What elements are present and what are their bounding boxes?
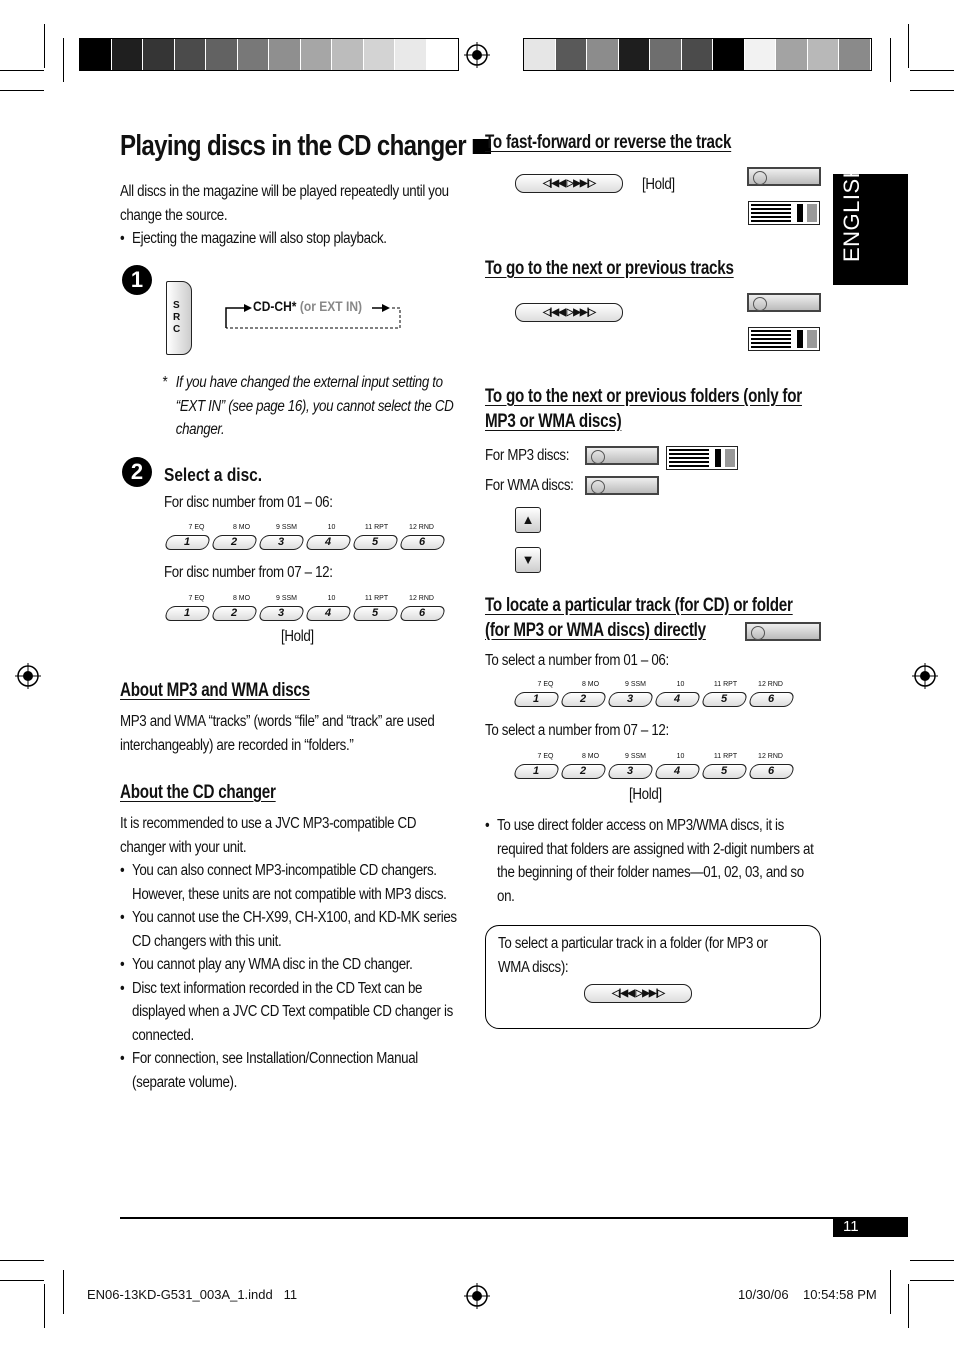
number-key-secondary-label: 9 SSM: [624, 681, 646, 688]
color-swatch: [808, 39, 840, 70]
color-swatch: [143, 39, 175, 70]
number-key-label: 4: [674, 765, 681, 777]
page-number-tab: [833, 1217, 908, 1237]
number-key-5[interactable]: [701, 764, 749, 779]
hold-label: [Hold]: [642, 176, 675, 193]
crosshair-registration-icon: [15, 663, 41, 689]
number-key-label: 6: [419, 536, 426, 548]
number-key-secondary-label: 11 RPT: [713, 681, 738, 688]
color-swatch: [682, 39, 714, 70]
color-swatch: [175, 39, 207, 70]
number-key-secondary-label: 8 MO: [581, 681, 600, 688]
intro-text: All discs in the magazine will be played repeatedly until you change the source.: [120, 183, 449, 224]
number-key-label: 4: [325, 536, 332, 548]
number-key-secondary-label: 10: [676, 681, 685, 688]
mp3-heading: About MP3 and WMA discs: [120, 680, 310, 701]
number-key-6[interactable]: [399, 535, 447, 550]
step-1-number: 1: [122, 265, 152, 295]
color-swatch: [80, 39, 112, 70]
number-key-label: 3: [278, 607, 285, 619]
number-key-label: 5: [721, 693, 728, 705]
number-key-2[interactable]: [211, 606, 259, 621]
source-button-letter: S: [173, 300, 180, 311]
source-button[interactable]: [166, 281, 192, 355]
display-bars-icon: [748, 327, 820, 351]
number-key-2[interactable]: [560, 692, 608, 707]
number-key-secondary-label: 7 EQ: [537, 681, 554, 688]
hold-label: [Hold]: [629, 786, 662, 803]
color-calibration-bar-left: [79, 38, 459, 71]
color-swatch: [332, 39, 364, 70]
number-key-secondary-label: 10: [327, 524, 336, 531]
language-tab-label: ENGLISH: [839, 161, 864, 262]
display-bars-icon: [748, 201, 820, 225]
number-key-secondary-label: 8 MO: [232, 595, 251, 602]
control-dial-icon[interactable]: [747, 167, 821, 186]
crosshair-registration-icon: [912, 663, 938, 689]
tip-box: [485, 925, 821, 1029]
number-key-secondary-label: 12 RND: [758, 753, 783, 760]
color-swatch: [206, 39, 238, 70]
number-key-secondary-label: 11 RPT: [364, 595, 389, 602]
disc-range-1: For disc number from 01 – 06:: [164, 494, 333, 511]
number-key-4[interactable]: [305, 606, 353, 621]
number-key-secondary-label: 7 EQ: [188, 524, 205, 531]
number-key-1[interactable]: [164, 606, 212, 621]
folders-heading: To go to the next or previous folders (only for MP3 or WMA discs): [485, 386, 802, 432]
step-2-number: 2: [122, 457, 152, 487]
changer-bullet: • You cannot play any WMA disc in the CD changer.: [120, 953, 464, 977]
color-swatch: [112, 39, 144, 70]
number-key-4[interactable]: [305, 535, 353, 550]
language-tab: [833, 161, 908, 285]
number-key-label: 5: [372, 536, 379, 548]
number-key-secondary-label: 12 RND: [758, 681, 783, 688]
number-key-label: 5: [372, 607, 379, 619]
number-key-secondary-label: 9 SSM: [275, 524, 297, 531]
number-key-secondary-label: 7 EQ: [188, 595, 205, 602]
for-mp3-label: For MP3 discs:: [485, 447, 570, 464]
changer-bullet: • For connection, see Installation/Connection Manual (separate volume).: [120, 1047, 464, 1094]
tip-box-text: To select a particular track in a folder (for MP3 or WMA discs):: [498, 935, 768, 976]
number-key-secondary-label: 8 MO: [581, 753, 600, 760]
number-range-1: To select a number from 01 – 06:: [485, 652, 669, 669]
number-key-5[interactable]: [701, 692, 749, 707]
control-dial-icon[interactable]: [585, 446, 659, 465]
control-dial-icon[interactable]: [745, 622, 821, 641]
control-dial-icon[interactable]: [585, 476, 659, 495]
next-tracks-heading: To go to the next or previous tracks: [485, 258, 734, 279]
number-key-label: 3: [278, 536, 285, 548]
number-key-1[interactable]: [513, 764, 561, 779]
number-key-secondary-label: 10: [327, 595, 336, 602]
number-key-label: 6: [419, 607, 426, 619]
color-swatch: [650, 39, 682, 70]
number-key-label: 3: [627, 693, 634, 705]
skip-rocker-icon[interactable]: ◁|◀◀ ▷▶▶|▷: [584, 984, 692, 1003]
down-arrow-icon[interactable]: ▼: [515, 547, 541, 573]
disc-range-2: For disc number from 07 – 12:: [164, 564, 333, 581]
display-bars-icon: [666, 446, 738, 470]
changer-bullet: • Disc text information recorded in the CD Text can be displayed when a JVC CD Text compatible CD changer is connected.: [120, 977, 464, 1048]
number-keys-7-12: [166, 591, 448, 621]
number-key-1[interactable]: [164, 535, 212, 550]
for-wma-label: For WMA discs:: [485, 477, 574, 494]
number-keys-7-12: [515, 749, 797, 779]
number-key-secondary-label: 12 RND: [409, 524, 434, 531]
color-swatch: [587, 39, 619, 70]
locate-heading-line-1: To locate a particular track (for CD) or folder: [485, 595, 793, 616]
color-swatch: [301, 39, 333, 70]
color-swatch: [238, 39, 270, 70]
number-key-label: 5: [721, 765, 728, 777]
mp3-text: MP3 and WMA “tracks” (words “file” and “track” are used interchangeably) are recorded in “folders.”: [120, 713, 435, 754]
up-arrow-icon[interactable]: ▲: [515, 507, 541, 533]
footer-rule: [120, 1217, 908, 1219]
number-key-3[interactable]: [607, 764, 655, 779]
number-key-3[interactable]: [258, 535, 306, 550]
number-key-secondary-label: 8 MO: [232, 524, 251, 531]
number-key-secondary-label: 11 RPT: [364, 524, 389, 531]
number-key-1[interactable]: [513, 692, 561, 707]
changer-bullet: • You can also connect MP3-incompatible CD changers. However, these units are not compatible with MP3 discs.: [120, 859, 464, 906]
number-key-3[interactable]: [258, 606, 306, 621]
number-key-6[interactable]: [399, 606, 447, 621]
crosshair-registration-icon: [464, 42, 490, 68]
footer-date: 10/30/06: [738, 1287, 789, 1302]
changer-text: It is recommended to use a JVC MP3-compatible CD changer with your unit.: [120, 815, 417, 856]
number-key-6[interactable]: [748, 692, 796, 707]
number-key-label: 2: [231, 536, 238, 548]
color-swatch: [269, 39, 301, 70]
number-key-label: 1: [184, 607, 191, 619]
number-key-6[interactable]: [748, 764, 796, 779]
color-swatch: [745, 39, 777, 70]
number-key-4[interactable]: [654, 764, 702, 779]
number-key-label: 2: [580, 765, 587, 777]
number-key-2[interactable]: [560, 764, 608, 779]
number-key-secondary-label: 11 RPT: [713, 753, 738, 760]
number-keys-1-6: [515, 677, 797, 707]
number-key-label: 6: [768, 693, 775, 705]
control-dial-icon[interactable]: [747, 293, 821, 312]
number-range-2: To select a number from 07 – 12:: [485, 722, 669, 739]
footnote-mark: *: [162, 374, 167, 391]
cd-changer-label: CD-CH*: [253, 298, 297, 314]
folder-access-bullet: • To use direct folder access on MP3/WMA discs, it is required that folders are assigned with 2-digit numbers at the beginning of their folder names—01, 02, 03, and so on.: [485, 814, 816, 908]
color-swatch: [619, 39, 651, 70]
color-calibration-bar-right: [523, 38, 872, 71]
number-key-label: 2: [580, 693, 587, 705]
number-key-2[interactable]: [211, 535, 259, 550]
number-key-label: 6: [768, 765, 775, 777]
skip-rocker-icon[interactable]: ◁|◀◀ ▷▶▶|▷: [515, 174, 623, 193]
number-key-4[interactable]: [654, 692, 702, 707]
footer-file: EN06-13KD-G531_003A_1.indd 11: [87, 1287, 298, 1302]
number-key-label: 3: [627, 765, 634, 777]
color-swatch: [427, 39, 459, 70]
color-swatch: [524, 39, 556, 70]
locate-heading-line-2: (for MP3 or WMA discs) directly: [485, 620, 706, 641]
number-key-5[interactable]: [352, 535, 400, 550]
crosshair-registration-icon: [464, 1283, 490, 1309]
number-key-secondary-label: 12 RND: [409, 595, 434, 602]
changer-heading: About the CD changer: [120, 782, 276, 803]
eject-bullet: • Ejecting the magazine will also stop playback.: [120, 227, 460, 251]
number-key-secondary-label: 9 SSM: [624, 753, 646, 760]
color-swatch: [364, 39, 396, 70]
number-key-label: 1: [184, 536, 191, 548]
source-button-letter: R: [173, 312, 181, 323]
number-key-label: 2: [231, 607, 238, 619]
footnote-text: If you have changed the external input setting to “EXT IN” (see page 16), you cannot select the CD changer.: [175, 374, 454, 438]
source-button-letter: C: [173, 324, 181, 335]
number-keys-1-6: [166, 520, 448, 550]
page-title: Playing discs in the CD changer: [120, 130, 419, 163]
number-key-label: 1: [533, 693, 540, 705]
color-swatch: [713, 39, 745, 70]
number-key-secondary-label: 7 EQ: [537, 753, 554, 760]
number-key-label: 4: [325, 607, 332, 619]
ext-in-label: (or EXT IN): [299, 298, 363, 314]
changer-bullet: • You cannot use the CH-X99, CH-X100, and KD-MK series CD changers with this unit.: [120, 906, 464, 953]
number-key-label: 1: [533, 765, 540, 777]
skip-rocker-icon[interactable]: ◁|◀◀ ▷▶▶|▷: [515, 303, 623, 322]
ff-heading: To fast-forward or reverse the track: [485, 132, 732, 153]
number-key-3[interactable]: [607, 692, 655, 707]
hold-label: [Hold]: [281, 628, 314, 645]
number-key-5[interactable]: [352, 606, 400, 621]
step-2-title: Select a disc.: [164, 465, 263, 485]
color-swatch: [839, 39, 871, 70]
color-swatch: [776, 39, 808, 70]
page-number: 11: [843, 1218, 859, 1235]
color-swatch: [395, 39, 427, 70]
number-key-secondary-label: 10: [676, 753, 685, 760]
color-swatch: [556, 39, 588, 70]
number-key-label: 4: [674, 693, 681, 705]
number-key-secondary-label: 9 SSM: [275, 595, 297, 602]
footer-time: 10:54:58 PM: [803, 1287, 877, 1302]
